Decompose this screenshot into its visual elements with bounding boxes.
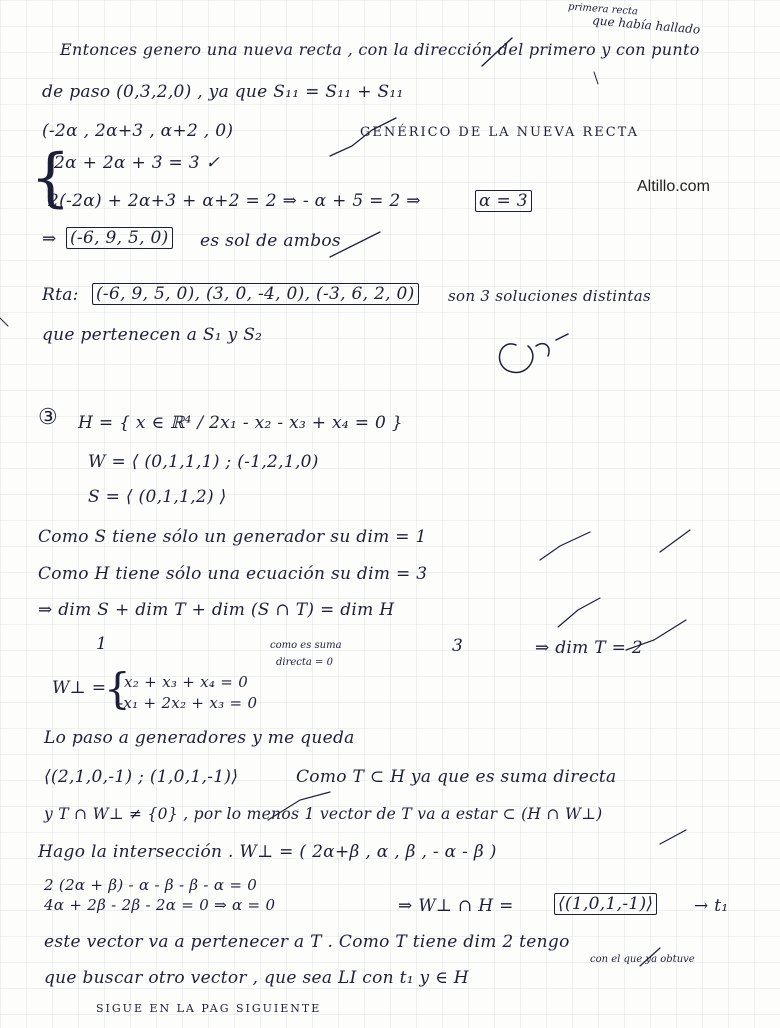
text-line: como es suma [270,640,342,651]
exercise-number: ③ [38,405,59,430]
text-line: que pertenecen a S₁ y S₂ [42,325,263,345]
text-line: es sol de ambos [200,231,341,251]
text-line: -x₁ + 2x₂ + x₃ = 0 [118,694,258,712]
text-line: que buscar otro vector , que sea LI con t₁ y ∈ H [44,968,469,988]
text-line: con el que ya obtuve [590,954,695,965]
text-line: ⇒ dim S + dim T + dim (S ∩ T) = dim H [38,600,395,620]
altillo-watermark: Altillo.com [637,178,710,195]
text-line: Hago la intersección . W⊥ = ( 2α+β , α , β , - α - β ) [38,842,497,862]
text-line: -2α + 2α + 3 = 3 ✓ [48,153,221,173]
text-line: Rta: [42,285,79,305]
text-line: x₂ + x₃ + x₄ = 0 [124,673,249,691]
text-line: 2 (2α + β) - α - β - β - α = 0 [44,876,258,894]
text-line: Lo paso a generadores y me queda [44,728,355,748]
text-line: ⟨(2,1,0,-1) ; (1,0,1,-1)⟩ [44,767,239,787]
text-line: S = ⟨ (0,1,1,2) ⟩ [88,487,227,507]
text-line: 2(-2α) + 2α+3 + α+2 = 2 ⇒ - α + 5 = 2 ⇒ [48,191,421,211]
boxed-result: ⟨(1,0,1,-1)⟩ [554,893,657,915]
text-line: H = { x ∈ ℝ⁴ / 2x₁ - x₂ - x₃ + x₄ = 0 } [78,413,403,433]
boxed-result: α = 3 [475,190,532,212]
text-line: (-2α , 2α+3 , α+2 , 0) [42,121,234,141]
text-line: GENÉRICO DE LA NUEVA RECTA [360,125,640,140]
text-line: → t₁ [694,896,729,916]
system-brace: { [104,664,131,713]
boxed-result: (-6, 9, 5, 0), (3, 0, -4, 0), (-3, 6, 2, 0) [92,283,419,305]
text-line: directa = 0 [276,657,333,668]
text-line: y T ∩ W⊥ ≠ {0} , por lo menos 1 vector de T va a estar ⊂ (H ∩ W⊥) [44,805,603,823]
text-line: Como S tiene sólo un generador su dim = 1 [38,527,427,547]
text-line: ⇒ W⊥ ∩ H = [398,896,514,916]
text-line: Como H tiene sólo una ecuación su dim = 3 [38,564,428,584]
boxed-result: (-6, 9, 5, 0) [66,227,173,249]
footer-note: SIGUE EN LA PAG SIGUIENTE [96,1002,322,1015]
text-line: son 3 soluciones distintas [448,287,651,305]
text-line: ⇒ [42,229,57,249]
text-line: Como T ⊂ H ya que es suma directa [296,767,617,787]
text-line: de paso (0,3,2,0) , ya que S₁₁ = S₁₁ + S₁₁ [42,82,404,102]
text-line: 3 [452,636,464,656]
text-line: ⇒ dim T = 2 [535,638,643,658]
text-line: Entonces genero una nueva recta , con la dirección del primero y con punto [60,40,700,59]
margin-note-line1: primera recta [567,1,639,18]
text-line: este vector va a pertenecer a T . Como T tiene dim 2 tengo [44,932,570,952]
margin-note-line2: que había hallado [591,13,701,37]
text-line: 4α + 2β - 2β - 2α = 0 ⇒ α = 0 [44,896,276,914]
system-brace: { [30,141,71,215]
text-line: W⊥ = [52,678,107,698]
text-line: 1 [96,634,108,654]
text-line: W = ⟨ (0,1,1,1) ; (-1,2,1,0) [88,452,319,472]
